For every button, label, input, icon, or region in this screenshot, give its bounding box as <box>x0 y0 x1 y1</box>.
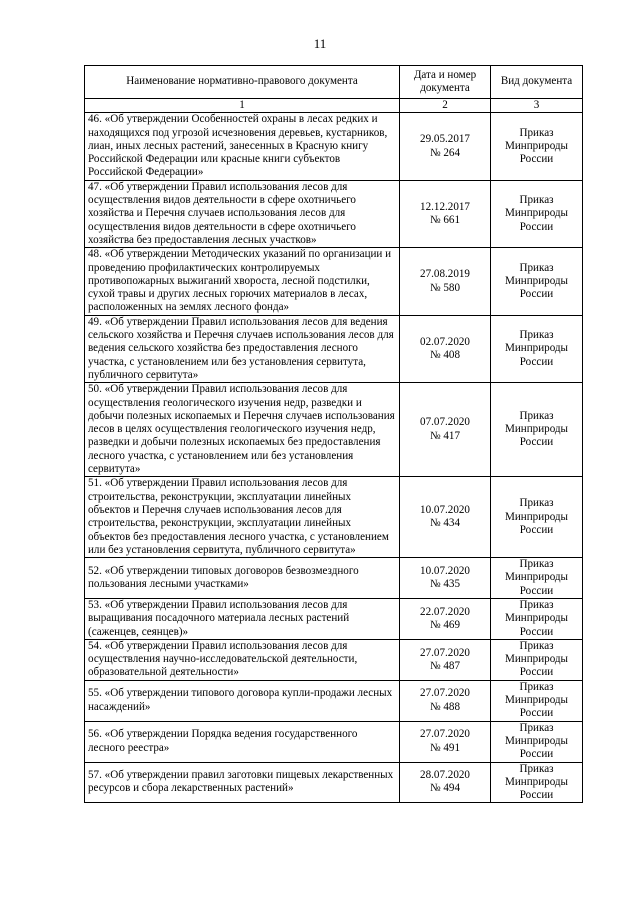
document-kind-line: Приказ <box>519 762 554 775</box>
document-number: № 488 <box>430 700 460 713</box>
document-date: 02.07.2020 <box>420 335 470 348</box>
document-date: 07.07.2020 <box>420 416 470 429</box>
table-row <box>85 383 583 477</box>
document-kind-line: Приказ <box>519 680 554 693</box>
document-kind-line: Приказ <box>519 126 554 139</box>
document-number: № 491 <box>430 741 460 754</box>
document-kind-cell <box>491 248 583 315</box>
table-row <box>85 113 583 180</box>
document-kind-line: России <box>519 789 554 802</box>
table-row <box>85 477 583 558</box>
document-date: 27.07.2020 <box>420 687 470 700</box>
document-name-cell: 50. «Об утверждении Правил использования лесов для осуществления геологического изучения недр, разведки и добычи полезных ископаемых и Перечня случаев использования лесов в целях осуществления геологического изучения недр, разведки и добычи полезных ископаемых без предоставления лесного участка, с установлением или без установления сервитута» <box>85 383 400 477</box>
document-kind-cell <box>491 639 583 680</box>
document-kind-line: Минприроды <box>504 423 569 436</box>
document-name-cell: 55. «Об утверждении типового договора купли-продажи лесных насаждений» <box>85 680 400 721</box>
document-number: № 469 <box>430 618 460 631</box>
document-kind-line: Приказ <box>519 194 554 207</box>
document-kind-line: Приказ <box>519 329 554 342</box>
document-number: № 661 <box>430 214 460 227</box>
document-kind-line: Минприроды <box>504 734 569 747</box>
header-document-name: Наименование нормативно-правового документа <box>85 66 400 99</box>
document-kind-line: Минприроды <box>504 653 569 666</box>
date-number-cell <box>400 315 491 382</box>
document-kind-line: Минприроды <box>504 694 569 707</box>
document-date: 29.05.2017 <box>420 133 470 146</box>
document-date: 27.07.2020 <box>420 728 470 741</box>
document-kind-cell <box>491 180 583 247</box>
document-number: № 494 <box>430 782 460 795</box>
document-kind-cell <box>491 315 583 382</box>
date-number-cell <box>400 180 491 247</box>
date-number-cell <box>400 721 491 762</box>
document-kind-cell <box>491 598 583 639</box>
document-kind-line: Приказ <box>519 558 554 571</box>
table-row <box>85 315 583 382</box>
document-name-cell: 57. «Об утверждении правил заготовки пищевых лекарственных ресурсов и сбора лекарственных растений» <box>85 762 400 803</box>
document-kind-line: Приказ <box>519 261 554 274</box>
date-number-cell <box>400 477 491 558</box>
date-number-cell <box>400 558 491 599</box>
documents-table <box>84 65 583 803</box>
document-date: 22.07.2020 <box>420 605 470 618</box>
document-kind-line: Минприроды <box>504 510 569 523</box>
date-number-cell <box>400 680 491 721</box>
document-kind-line: Минприроды <box>504 139 569 152</box>
document-kind-line: Приказ <box>519 598 554 611</box>
document-number: № 264 <box>430 146 460 159</box>
document-number: № 487 <box>430 659 460 672</box>
date-number-cell <box>400 762 491 803</box>
date-number-cell <box>400 383 491 477</box>
document-kind-cell <box>491 680 583 721</box>
document-number: № 417 <box>430 429 460 442</box>
document-kind-line: России <box>519 436 554 449</box>
date-number-cell <box>400 113 491 180</box>
table-row <box>85 180 583 247</box>
document-kind-line: России <box>519 625 554 638</box>
document-kind-line: Минприроды <box>504 612 569 625</box>
document-kind-line: России <box>519 220 554 233</box>
document-number: № 408 <box>430 348 460 361</box>
document-kind-line: России <box>519 748 554 761</box>
document-kind-line: России <box>519 584 554 597</box>
document-kind-line: Минприроды <box>504 775 569 788</box>
document-number: № 434 <box>430 517 460 530</box>
document-kind-line: Минприроды <box>504 571 569 584</box>
document-kind-cell <box>491 558 583 599</box>
table-row <box>85 680 583 721</box>
table-row <box>85 721 583 762</box>
column-number-1: 1 <box>85 99 400 113</box>
document-kind-line: Минприроды <box>504 342 569 355</box>
document-date: 10.07.2020 <box>420 503 470 516</box>
column-numbers-row <box>85 99 583 113</box>
date-number-cell <box>400 598 491 639</box>
document-name-cell: 47. «Об утверждении Правил использования лесов для осуществления видов деятельности в сфере охотничьего хозяйства и Перечня случаев использования лесов для осуществления видов деятельности в сфере охотничьего хозяйства без предоставления лесных участков» <box>85 180 400 247</box>
document-date: 27.07.2020 <box>420 646 470 659</box>
document-kind-line: России <box>519 355 554 368</box>
document-kind-cell <box>491 383 583 477</box>
document-kind-line: Минприроды <box>504 274 569 287</box>
document-date: 28.07.2020 <box>420 769 470 782</box>
document-date: 10.07.2020 <box>420 564 470 577</box>
document-name-cell: 53. «Об утверждении Правил использования лесов для выращивания посадочного материала лесных растений (саженцев, сеянцев)» <box>85 598 400 639</box>
page-number: 11 <box>313 36 327 51</box>
table-row <box>85 639 583 680</box>
document-kind-line: России <box>519 523 554 536</box>
document-name-cell: 56. «Об утверждении Порядка ведения государственного лесного реестра» <box>85 721 400 762</box>
document-kind-line: Приказ <box>519 721 554 734</box>
document-number: № 580 <box>430 281 460 294</box>
table-row <box>85 558 583 599</box>
document-name-cell: 46. «Об утверждении Особенностей охраны в лесах редких и находящихся под угрозой исчезновения деревьев, кустарников, лиан, иных лесных растений, занесенных в Красную книгу Российской Федерации или красные книги субъектов Российской Федерации» <box>85 113 400 180</box>
document-kind-line: России <box>519 288 554 301</box>
document-kind-cell <box>491 477 583 558</box>
document-kind-line: Приказ <box>519 497 554 510</box>
document-kind-line: Приказ <box>519 639 554 652</box>
column-number-3: 3 <box>491 99 583 113</box>
document-kind-line: России <box>519 153 554 166</box>
document-name-cell: 54. «Об утверждении Правил использования лесов для осуществления научно-исследовательской деятельности, образовательной деятельности» <box>85 639 400 680</box>
document-kind-line: Приказ <box>519 409 554 422</box>
document-name-cell: 49. «Об утверждении Правил использования лесов для ведения сельского хозяйства и Перечня случаев использования лесов для ведения сельского хозяйства без предоставления лесного участка, с установлением или без установления сервитута, публичного сервитута» <box>85 315 400 382</box>
column-number-2: 2 <box>400 99 491 113</box>
table-body <box>85 113 583 803</box>
document-kind-cell <box>491 762 583 803</box>
document-name-cell: 51. «Об утверждении Правил использования лесов для строительства, реконструкции, эксплуатации линейных объектов и Перечня случаев использования лесов для строительства, реконструкции, эксплуатации линейных объектов без предоставления лесного участка, с установлением или без установления сервитута, публичного сервитута» <box>85 477 400 558</box>
table-header-row <box>85 66 583 99</box>
document-kind-cell <box>491 113 583 180</box>
document-name-cell: 48. «Об утверждении Методических указаний по организации и проведению профилактических контролируемых противопожарных выжиганий хвороста, лесной подстилки, сухой травы и других лесных горючих материалов в лесах, расположенных на землях лесного фонда» <box>85 248 400 315</box>
document-name-cell: 52. «Об утверждении типовых договоров безвозмездного пользования лесными участками» <box>85 558 400 599</box>
document-date: 12.12.2017 <box>420 200 470 213</box>
document-kind-cell <box>491 721 583 762</box>
table-row <box>85 598 583 639</box>
document-date: 27.08.2019 <box>420 268 470 281</box>
table-row <box>85 762 583 803</box>
document-kind-line: России <box>519 666 554 679</box>
table-row <box>85 248 583 315</box>
header-date-number: Дата и номер документа <box>400 66 491 99</box>
document-kind-line: России <box>519 707 554 720</box>
header-document-kind: Вид документа <box>491 66 583 99</box>
date-number-cell <box>400 639 491 680</box>
document-kind-line: Минприроды <box>504 207 569 220</box>
date-number-cell <box>400 248 491 315</box>
document-number: № 435 <box>430 578 460 591</box>
